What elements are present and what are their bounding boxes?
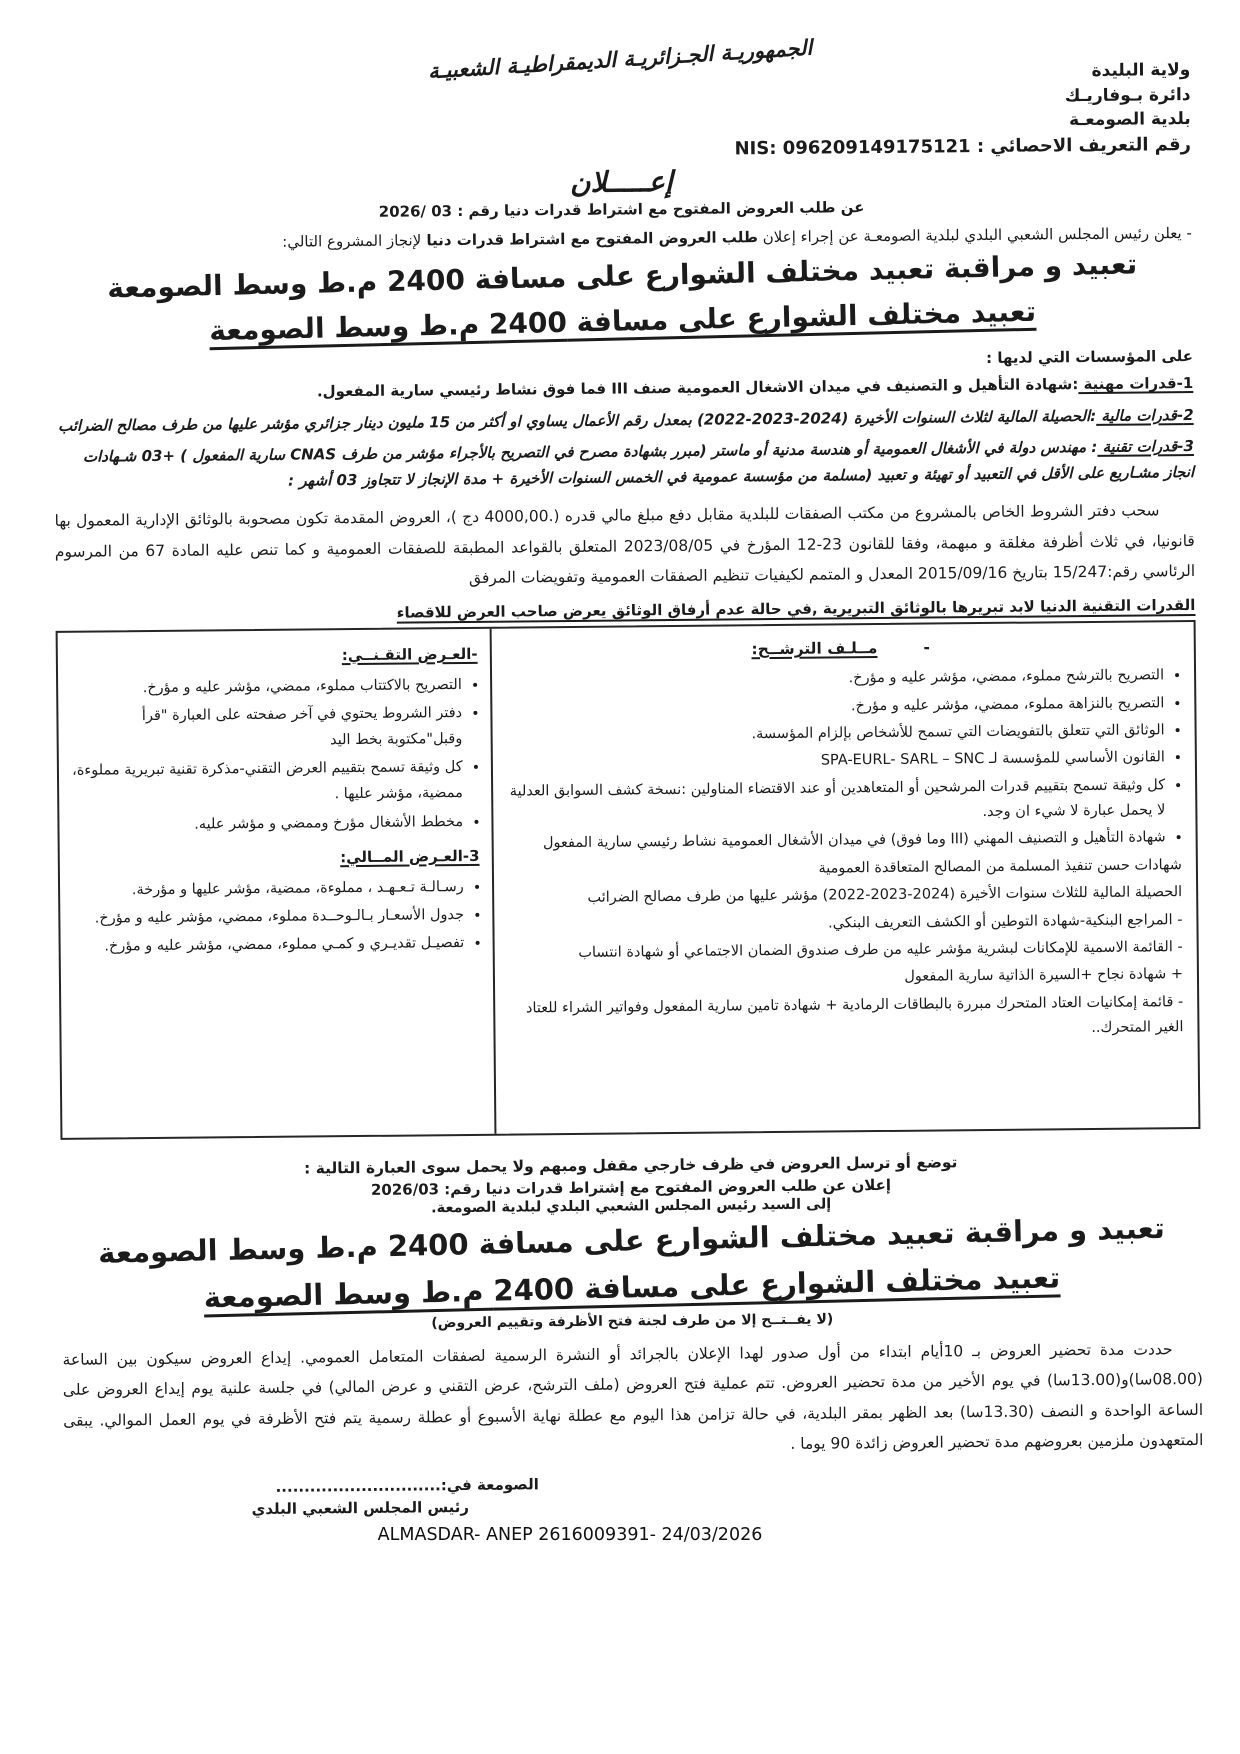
candidacy-file-column bbox=[489, 622, 1198, 1134]
intro-bold-part: طلب العروض المفتوح مع اشتراط قدرات دنيا bbox=[421, 228, 759, 250]
announcement-heading: إعـــــلان bbox=[569, 164, 673, 199]
capacity-technical-label: 3-قدرات تقنية bbox=[1097, 437, 1194, 457]
envelope-instruction-line: توضع أو ترسل العروض في ظرف خارجي مقفل ومبهم ولا يحمل سوى العبارة التالية : bbox=[303, 1153, 958, 1178]
financial-offer-list bbox=[68, 873, 480, 959]
capacity-financial bbox=[54, 403, 1194, 439]
withdrawal-paragraph: سحب دفتر الشروط الخاص بالمشروع من مكتب الصفقات للبلدية مقابل دفع مبلغ مالي قدره (.4000,00 دج )، العروض المقدمة تكون مصحوبة بالوثائق الإدارية المعمول بها قانونيا، في ثلاث أظرفة مغلقة و مبهمة، وفقا للقانون 23-12 المؤرخ في 2023/08/05 المتعلق بالقواعد المطبقة للصفقات العمومية و كما تنص عليه المادة 67 من المرسوم الرئاسي رقم:15/247 بتاريخ 2015/09/16 المعدل و المتمم لكيفيات تنظيم الصفقات العمومية وتفويضات المرفق bbox=[54, 501, 1196, 587]
signature-block bbox=[149, 1475, 539, 1519]
list-item: الحصيلة المالية للثلاث سنوات الأخيرة (2024-2023-2022) مؤشر عليها من طرف مصالح الضرائب bbox=[587, 884, 1183, 906]
technical-offer-header: -العـرض التقـنــي: bbox=[341, 644, 478, 665]
capacity-technical-text: : مهندس دولة في الأشغال العمومية أو هندسة مدنية أو ماستر (مبرر بشهادة مصرح في التصريح بالأجراء مؤشر من طرف CNAS سارية المفعول ) +03 شـهادات انجاز مشـاريع على الأقل في التعبيد أو تهيئة و تعبيد (مسلمة من مؤسسة عمومية في الخمس السنوات الأخيرة + مدة الإنجاز لا تتجاوز 03 أشهر : bbox=[82, 438, 1195, 490]
document-sheet bbox=[50, 35, 1204, 1520]
list-item: • كل وثيقة تسمح بتقييم قدرات المرشحين أو المتعاهدين أو عند الاقتضاء المناولين :نسخة كشف السوابق العدلية لا يحمل عبارة لا شيء ان وجد. bbox=[503, 773, 1166, 830]
list-item: • رسـالـة تـعـهـد ، مملوءة، ممضية، مؤشر عليها و مؤرخة. bbox=[68, 874, 464, 904]
list-item: + شهادة نجاح +السيرة الذاتية سارية المفعول bbox=[904, 966, 1184, 986]
wilaya-line: ولاية البليدة bbox=[1091, 59, 1191, 81]
required-documents-table bbox=[56, 620, 1201, 1140]
offers-column bbox=[58, 629, 494, 1138]
republic-title: الجمهوريـة الجـزائريـة الديمقراطيـة الشعبيـة bbox=[427, 35, 813, 84]
capacity-financial-label: 2-قدرات مالية bbox=[1096, 405, 1194, 425]
exclusion-note: القدرات التقنية الدنيا لابد تبريرها بالوثائق التبريرية ,في حالة عدم أرفاق الوثائق يعرض صاحب العرض للاقصاء bbox=[396, 596, 1196, 622]
capacity-professional-label: 1-قدرات مهنية bbox=[1078, 374, 1194, 394]
list-item: - المراجع البنكية-شهادة التوطين أو الكشف التعريف البنكي. bbox=[827, 911, 1183, 932]
list-item: • الوثائق التي تتعلق بالتفويضات التي تسمح للأشخاص بإلزام المؤسسة. bbox=[502, 718, 1165, 750]
capacity-professional-text: :شهادة التأهيل و التصنيف في ميدان الاشغال العمومية صنف III فما فوق نشاط رئيسي سارية المفعول. bbox=[316, 375, 1079, 401]
daira-line: دائرة بـوفاريـك bbox=[1064, 84, 1191, 106]
eligibility-intro: على المؤسسات التي لديها : bbox=[986, 347, 1194, 368]
list-item: - القائمة الاسمية للإمكانات لبشرية مؤشر عليه من طرف صندوق الضمان الاجتماعي أو شهادة انتساب bbox=[578, 939, 1183, 961]
project-title-underlined: تعبيد مختلف الشوارع على مسافة 2400 م.ط وسط الصومعة bbox=[208, 294, 1037, 348]
candidacy-file-header bbox=[501, 632, 1180, 666]
list-item: • التصريح بالاكتتاب مملوء، ممضي، مؤشر عليه و مؤرخ. bbox=[66, 672, 462, 702]
signatory-title: رئيس المجلس الشعبي البلدي bbox=[251, 1498, 470, 1519]
list-item: • جدول الأسعـار بـالـوحــدة مملوء، ممضي، مؤشر عليه و مؤرخ. bbox=[68, 902, 464, 932]
intro-pre: - يعلن رئيس المجلس الشعبي البلدي لبلدية الصومعـة عن إجراء إعلان bbox=[757, 224, 1192, 247]
announcement-subtitle: عن طلب العروض المفتوح مع اشتراط قدرات دنيا رقم : 03 /2026 bbox=[378, 198, 865, 221]
list-item: • التصريح بالنزاهة مملوء، ممضي، مؤشر عليه و مؤرخ. bbox=[502, 691, 1165, 723]
list-item: شهادات حسن تنفيذ المسلمة من المصالح المتعاقدة العمومية bbox=[818, 856, 1182, 877]
financial-offer-header: 3-العـرض المــالي: bbox=[340, 846, 480, 866]
list-item: - قائمة إمكانيات العتاد المتحرك مبررة بالبطاقات الرمادية + شهادة تامين سارية المفعول وفواتير الشراء للعتاد الغير المتحرك.. bbox=[525, 993, 1184, 1037]
project-title-main: تعبيد و مراقبة تعبيد مختلف الشوارع على مسافة 2400 م.ط وسط الصومعة bbox=[106, 247, 1138, 305]
list-item: • التصريح بالترشح مملوء، ممضي، مؤشر عليه و مؤرخ. bbox=[502, 663, 1165, 695]
candidacy-header-text: مــلـف الترشــح: bbox=[751, 639, 878, 659]
intro-post: لإنجاز المشروع التالي: bbox=[282, 231, 422, 251]
commune-line: بلدية الصومعـة bbox=[1069, 109, 1191, 131]
candidacy-header-dash: - bbox=[923, 638, 930, 657]
anep-footer-line: ALMASDAR- ANEP 2616009391- 24/03/2026 bbox=[377, 1525, 763, 1546]
signature-place-line: الصومعة في:............................. bbox=[275, 1475, 539, 1496]
capacity-financial-text: :الحصيلة المالية لثلاث السنوات الأخيرة (2024-2023-2022) بمعدل رقم الأعمال يساوي او أكثر من 15 مليون دينار جزائري مؤشر عليها من طرف مصالح الضرائب bbox=[58, 406, 1097, 435]
list-item: • دفتر الشروط يحتوي في آخر صفحته على العبارة "قرأ وقبل"مكتوبة بخط اليد bbox=[66, 700, 462, 756]
do-not-open-note: (لا يفــتــح إلا من طرف لجنة فتح الأظرفة وتقييم العروض) bbox=[431, 1311, 834, 1332]
project-title-underlined-repeat: تعبيد مختلف الشوارع على مسافة 2400 م.ط وسط الصومعة bbox=[203, 1259, 1061, 1315]
closing-paragraph: حددت مدة تحضير العروض بـ 10أيام ابتداء من أول صدور لهدا الإعلان بالجرائد أو النشرة الرسمية لصفقات المتعامل العمومي. إيداع العروض سيكون بين الساعة (08.00سا)و(13.00سا) في يوم الأخير من مدة تحضير العروض. تتم عملية فتح العروض (ملف الترشح، عرض التقني و عرض المالي) في جلسة علنية يوم إيداع العروض على الساعة الواحدة و النصف (13.30سا) بعد الظهر بمقر البلدية، في حالة تزامن هذا اليوم مع عطلة نهاية الأسبوع أو عطلة رسمية يتم فتح الأظرفة في يوم العمل الموالي. يبقى المتعهدون ملزمين بعروضهم مدة تحضير العروض زائدة 90 يوما . bbox=[62, 1340, 1204, 1453]
nis-line: رقم التعريف الاحصائي : NIS: 096209149175121 bbox=[734, 133, 1192, 160]
project-title-main-repeat: تعبيد و مراقبة تعبيد مختلف الشوارع على مسافة 2400 م.ط وسط الصومعة bbox=[97, 1210, 1166, 1271]
capacity-technical bbox=[54, 434, 1194, 496]
technical-offer-list bbox=[66, 672, 479, 839]
candidacy-bullet-list bbox=[502, 663, 1182, 857]
envelope-mention-line: إعلان عن طلب العروض المفتوح مع إشتراط قدرات دنيا رقم: 2026/03 bbox=[370, 1175, 892, 1199]
list-item: • مخطط الأشغال مؤرخ وممضي و مؤشر عليه. bbox=[67, 809, 463, 839]
candidacy-extra-lines bbox=[504, 853, 1184, 1047]
list-item: • القانون الأساسي للمؤسسة لـ SPA-EURL- SARL – SNC bbox=[502, 746, 1165, 778]
envelope-addressee-line: إلى السيد رئيس المجلس الشعبي البلدي لبلدية الصومعة. bbox=[431, 1196, 832, 1217]
capacity-professional bbox=[53, 371, 1193, 407]
list-item: • كل وثيقة تسمح بتقييم العرض التقني-مذكرة تقنية تبريرية مملوءة، ممضية، مؤشر عليها . bbox=[67, 754, 463, 810]
list-item: • تفصيـل تقديـري و كمـي مملوء، ممضي، مؤشر عليه و مؤرخ. bbox=[69, 930, 465, 960]
admin-header-block bbox=[50, 58, 1191, 169]
list-item: • شهادة التأهيل و التصنيف المهني (III وما فوق) في ميدان الأشغال العمومية نشاط رئيسي سارية المفعول bbox=[503, 826, 1166, 858]
